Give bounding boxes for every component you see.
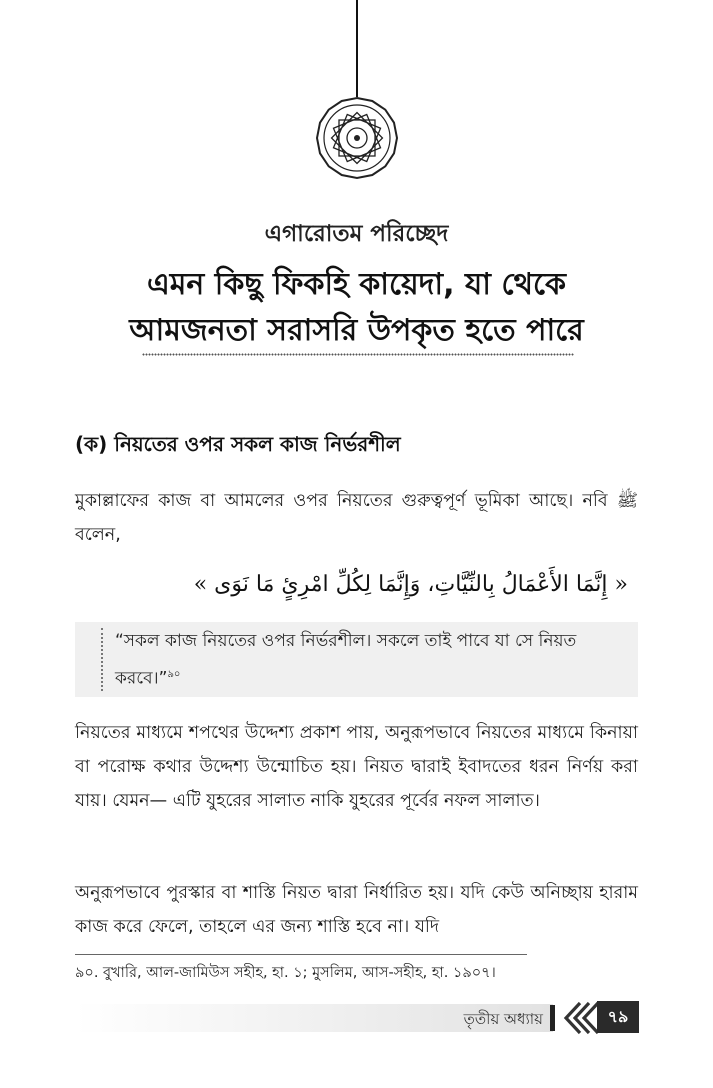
hadith-translation-box: [75, 622, 638, 697]
footnote: ৯০. বুখারি, আল-জামিউস সহীহ, হা. ১; মুসলিম, আস-সহীহ, হা. ১৯০৭।: [75, 965, 496, 981]
chapter-title-line-1: এমন কিছু ফিকহি কায়েদা, যা থেকে: [146, 267, 567, 302]
paragraph-2: নিয়তের মাধ্যমে শপথের উদ্দেশ্য প্রকাশ পায়, অনুরূপভাবে নিয়তের মাধ্যমে কিনায়া বা পরোক্ষ কথার উদ্দেশ্য উন্মোচিত হয়। নিয়ত দ্বারাই ইবাদতের ধরন নির্ণয় করা যায়। যেমন— এটি যুহরের সালাত নাকি যুহরের পূর্বের নফল সালাত।: [75, 723, 638, 811]
arabic-hadith: « إِنَّمَا الأَعْمَالُ بِالنِّيَّاتِ، وَإِنَّمَا لِكُلِّ امْرِئٍ مَا نَوَى »: [193, 572, 628, 597]
footer-chapter-name: তৃতীয় অধ্যায়: [463, 1010, 543, 1028]
chapter-title-line-2: আমজনতা সরাসরি উপকৃত হতে পারে: [129, 313, 584, 348]
chapter-title: [0, 262, 713, 354]
page-number: ৭৯: [597, 1001, 639, 1033]
paragraph-1: মুকাল্লাফের কাজ বা আমলের ওপর নিয়তের গুরুত্বপূর্ণ ভূমিকা আছে। নবি ﷺ বলেন,: [75, 491, 638, 545]
paragraph-3: অনুরূপভাবে পুরস্কার বা শাস্তি নিয়ত দ্বারা নির্ধারিত হয়। যদি কেউ অনিচ্ছায় হারাম কাজ করে ফেলে, তাহলে এর জন্য শাস্তি হবে না। যদি: [75, 883, 638, 937]
quote-text-wrapper: [115, 625, 626, 696]
footer-divider-bar: [550, 1005, 555, 1031]
section-heading: (ক) নিয়তের ওপর সকল কাজ নির্ভরশীল: [75, 432, 401, 456]
quote-text: “সকল কাজ নিয়তের ওপর নির্ভরশীল। সকলে তাই পাবে যা সে নিয়ত করবে।”: [115, 631, 577, 689]
footnote-ref[interactable]: ৯০: [167, 669, 181, 680]
quote-dotted-bar: [101, 628, 103, 691]
footnote-divider: [75, 954, 527, 955]
title-dotted-divider: [142, 353, 574, 356]
hanging-ornament-icon: [311, 0, 403, 190]
chapter-label: এগারোতম পরিচ্ছেদ: [264, 221, 449, 247]
